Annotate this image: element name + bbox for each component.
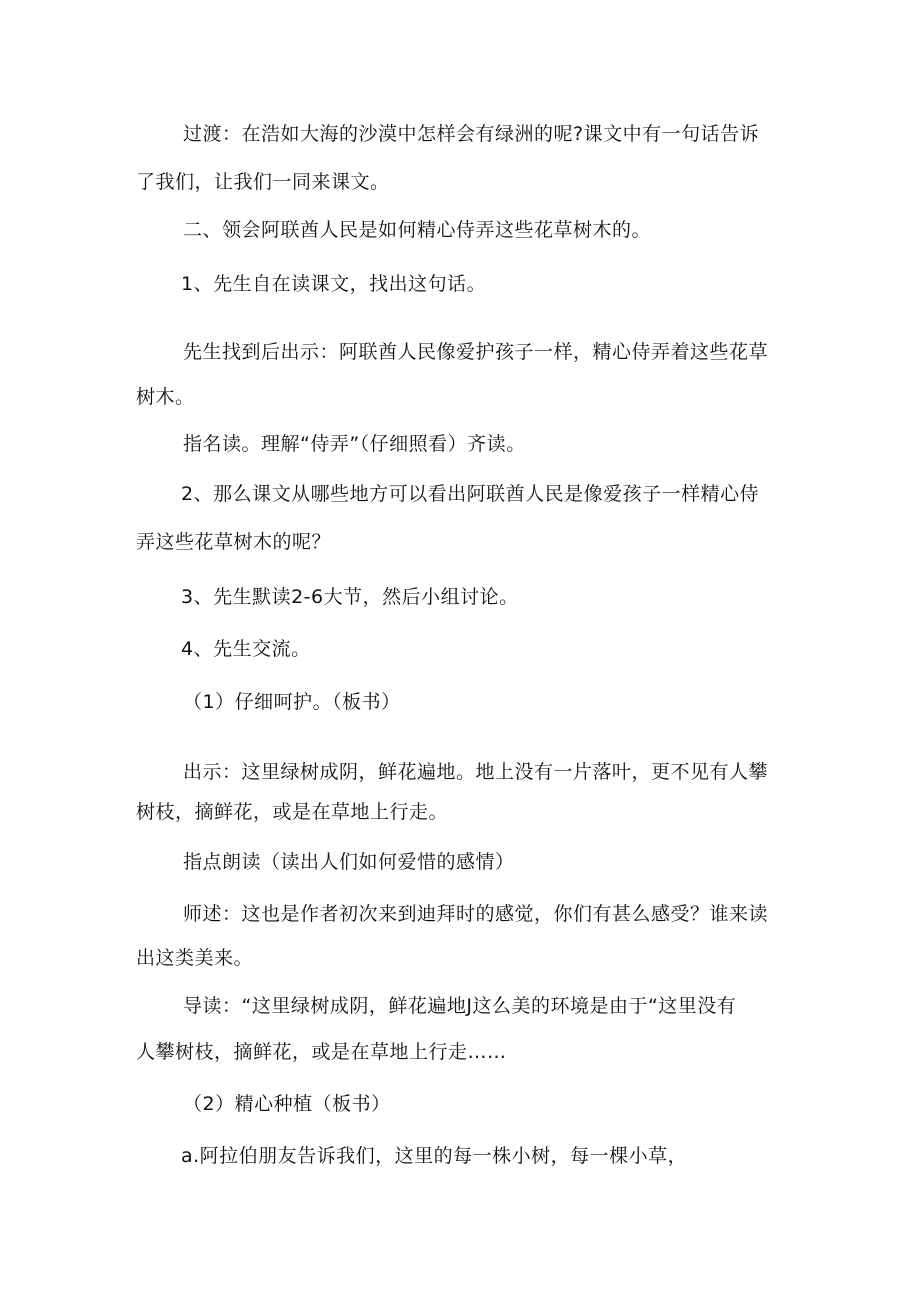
step-2-line-2: 弄这些花草树木的呢？ xyxy=(136,531,332,553)
lead-reading-line-2: 人攀树枝，摘鲜花，或是在草地上行走…… xyxy=(136,1041,507,1063)
subsection-2-heading: （2）精心种植（板书） xyxy=(183,1093,391,1115)
step-1-text: 1、先生自在读课文，找出这句话。 xyxy=(181,273,487,295)
subsection-1-heading: （1）仔细呵护。（板书） xyxy=(183,691,401,713)
display-sentence-line-2: 树木。 xyxy=(136,386,195,408)
teacher-narration-line-1: 师述：这也是作者初次来到迪拜时的感觉，你们有甚么感受？谁来读 xyxy=(183,903,769,925)
paragraph-transition-line-1: 过渡：在浩如大海的沙漠中怎样会有绿洲的呢?课文中有一句话告诉 xyxy=(183,123,760,145)
step-2-line-1: 2、那么课文从哪些地方可以看出阿联酋人民是像爱孩子一样精心侍 xyxy=(181,483,760,505)
display-scene-line-2: 树枝，摘鲜花，或是在草地上行走。 xyxy=(136,801,449,823)
step-3-text: 3、先生默读2-6大节，然后小组讨论。 xyxy=(181,586,519,608)
name-reading-text: 指名读。理解“侍弄”（仔细照看）齐读。 xyxy=(183,433,526,455)
display-sentence-line-1: 先生找到后出示：阿联酋人民像爱护孩子一样，精心侍弄着这些花草 xyxy=(183,341,769,363)
teacher-narration-line-2: 出这类美来。 xyxy=(136,947,254,969)
display-scene-line-1: 出示：这里绿树成阴，鲜花遍地。地上没有一片落叶，更不见有人攀 xyxy=(183,761,769,783)
item-a-text: a.阿拉伯朋友告诉我们，这里的每一株小树，每一棵小草， xyxy=(181,1145,688,1167)
guided-reading-text: 指点朗读（读出人们如何爱惜的感情） xyxy=(183,851,515,873)
section-heading-two: 二、领会阿联酋人民是如何精心侍弄这些花草树木的。 xyxy=(183,219,652,241)
paragraph-transition-line-2: 了我们，让我们一同来课文。 xyxy=(136,171,390,193)
step-4-text: 4、先生交流。 xyxy=(181,638,311,660)
lead-reading-line-1: 导读：“这里绿树成阴，鲜花遍地J这么美的环境是由于“这里没有 xyxy=(183,995,737,1017)
